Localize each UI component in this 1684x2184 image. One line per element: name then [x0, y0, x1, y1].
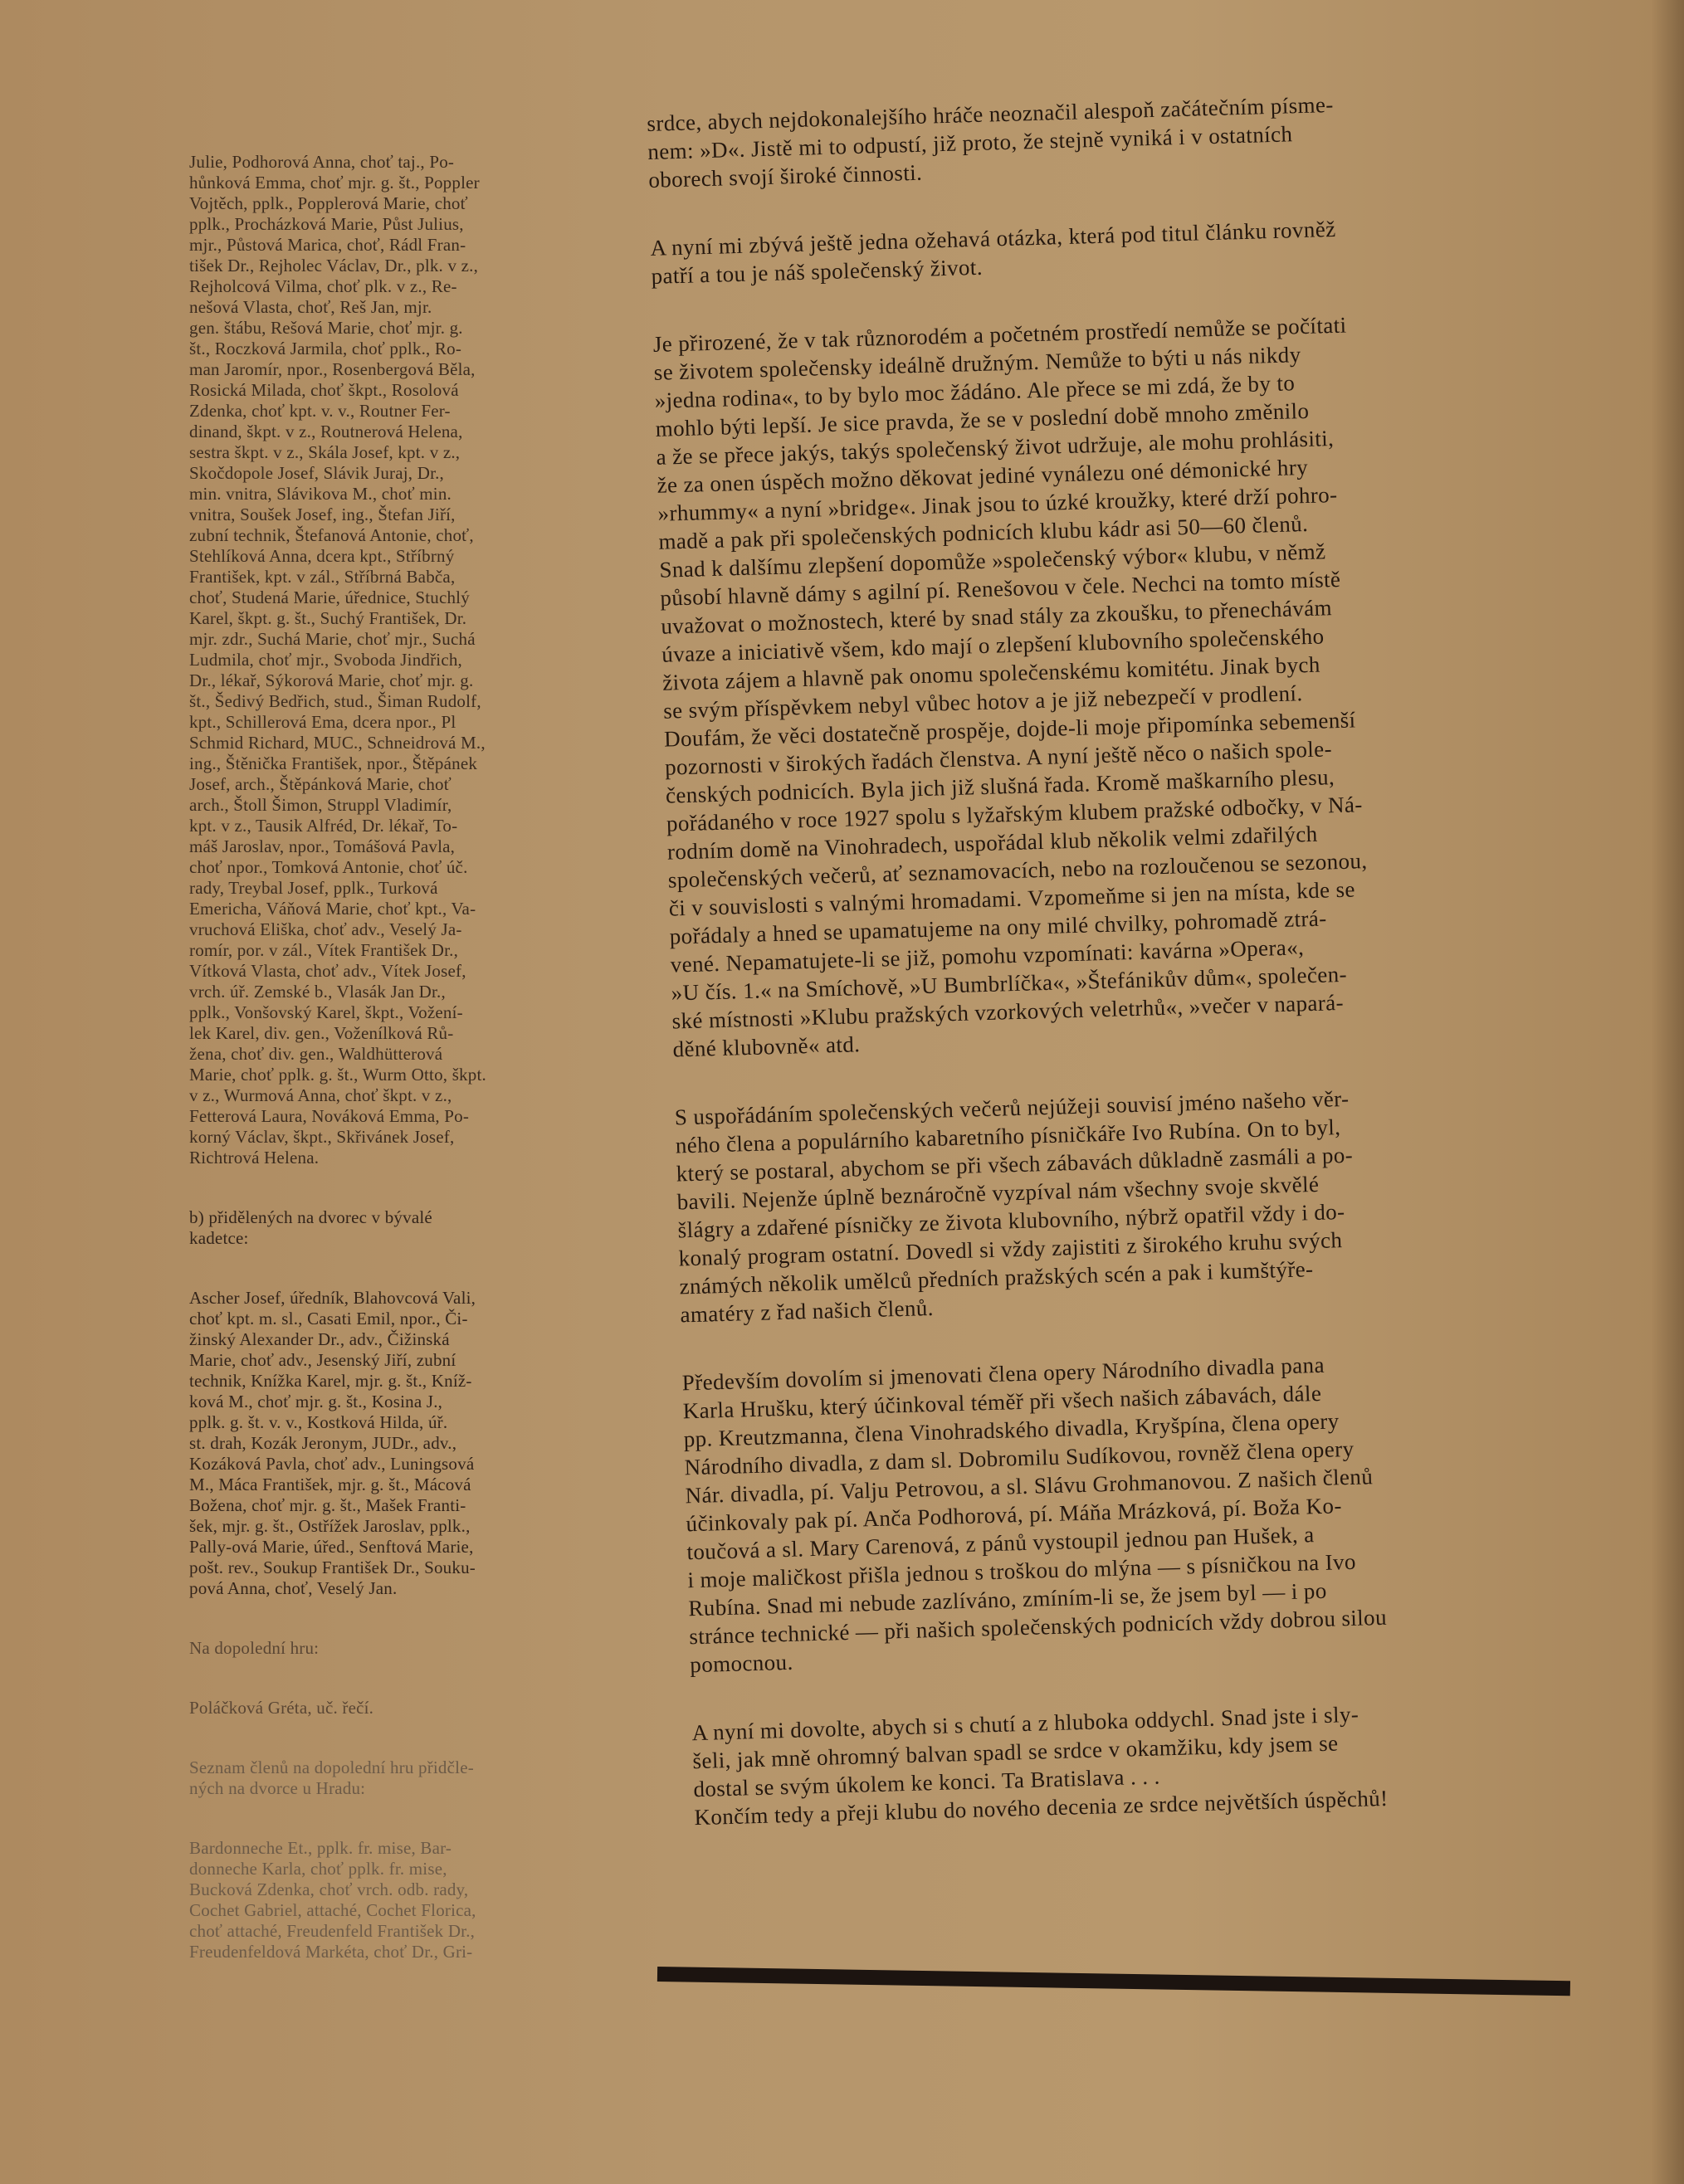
- member-list-b-heading: b) přidělených na dvorec v bývalé kadetce:: [189, 1207, 432, 1248]
- castle-courts-heading: Seznam členů na dopolední hru přidčle- ných na dvorce u Hradu:: [189, 1757, 474, 1798]
- left-column-member-list: [189, 131, 621, 2001]
- article-paragraph-3: Je přirozené, že v tak různorodém a početném prostředí nemůže se počítati se životem společensky ideálně družným. Nemůže to býti u nás nikdy »jedna rodina«, to by bylo moc žádáno. Ale přece se mi zdá, že by to mohlo býti lepší. Je sice pravda, že se v poslední době mnoho změnilo a že se přece jakýs, takýs společenský život udržuje, ale mohu prohlásiti, že za onen úspěch možno děkovat jediné vynálezu oné démonické hry »rhummy« a nyní »bridge«. Jinak jsou to úzké kroužky, které drží pohro- madě a pak při společenských podnicích klubu kádr asi 50—60 členů. Snad k dalšímu zlepšení dopomůže »společenský výbor« klubu, v němž působí hlavně dámy s agilní pí. Renešovou v čele. Nechci na tomto místě uvažovat o možnostech, které by snad stály za zkoušku, to přenechávám úvaze a iniciativě všem, kdo mají o zlepšení klubovního společenského života zájem a hlavně pak onomu společenskému komitétu. Jinak bych se svým příspěvkem nebyl vůbec hotov a je již nebezpečí v prodlení. Doufám, že věci dostatečně prospěje, dojde-li moje připomínka sebemenší pozornosti v širokých řadách členstva. A nyní ještě něco o našich spole- čenských podnicích. Byla jich již slušná řada. Kromě maškarního plesu, pořádaného v roce 1927 spolu s lyžařským klubem pražské odbočky, v Ná- rodním domě na Vinohradech, uspořádal klub několik velmi zdařilých společenských večerů, ať seznamovacích, nebo na rozloučenou se sezonou, či v souvislosti s valnými hromadami. Vzpomeňme si jen na místa, kde se pořádaly a hned se upamatujeme na ony milé chvilky, pohromadě ztrá- vené. Nepamatujete-li se již, pomohu vzpomínati: kavárna »Opera«, »U čís. 1.« na Smíchově, »U Bumbrlíčka«, »Štefánikův dům«, společen- ské místnosti »Klubu pražských vzorkových veletrhů«, »večer v napará- děné klubovně« atd.: [652, 312, 1368, 1062]
- article-paragraph-5: Především dovolím si jmenovati člena opery Národního divadla pana Karla Hrušku, který účinkoval téměř při všech našich zábavách, dále pp. Kreutzmanna, člena Vinohradského divadla, Kryšpína, člena opery Národního divadla, z dam sl. Dobromilu Sudíkovou, rovněž člena opery Nár. divadla, pí. Valju Petrovou, a sl. Slávu Grohmanovou. Z našich členů účinkovaly pak pí. Anča Podhorová, pí. Máňa Mrázková, pí. Boža Ko- toučová a sl. Mary Carenová, z pánů vystoupil jednou pan Hušek, a i moje maličkost přišla jednou s troškou do mlýna — s písničkou na Ivo Rubína. Snad mi nebude zazlíváno, zmíním-li se, že jsem byl — i po stránce technické — při našich společenských podnicích vždy dobrou silou pomocnou.: [681, 1352, 1388, 1678]
- morning-game-heading: Na dopolední hru:: [189, 1638, 320, 1658]
- article-paragraph-1: srdce, abych nejdokonalejšího hráče neoznačil alespoň začátečním písme- nem: »D«. Jistě mi to odpustí, již proto, že stejně vyniká i v ostatních oborech svojí široké činnosti.: [647, 91, 1335, 193]
- member-list-b: Ascher Josef, úředník, Blahovcová Vali, choť kpt. m. sl., Casati Emil, npor., Či- žinský Alexander Dr., adv., Čižinská Marie, choť adv., Jesenský Jiří, zubní technik, Knížka Karel, mjr. g. št., Kníž- ková M., choť mjr. g. št., Kosina J., pplk. g. št. v. v., Kostková Hilda, úř. st. drah, Kozák Jeronym, JUDr., adv., Kozáková Pavla, choť adv., Luningsová M., Máca František, mjr. g. št., Mácová Božena, choť mjr. g. št., Mašek Franti- šek, mjr. g. št., Ostřížek Jaroslav, pplk., Pally-ová Marie, úřed., Senftová Marie, pošt. rev., Soukup František Dr., Souku- pová Anna, choť, Veselý Jan.: [189, 1288, 476, 1598]
- member-list-a: Julie, Podhorová Anna, choť taj., Po- hůnková Emma, choť mjr. g. št., Poppler Vojtěch, pplk., Popplerová Marie, choť pplk., Procházková Marie, Půst Julius, mjr., Půstová Marica, choť, Rádl Fran- tišek Dr., Rejholec Václav, Dr., plk. v z., Rejholcová Vilma, choť plk. v z., Re- nešová Vlasta, choť, Reš Jan, mjr. gen. štábu, Rešová Marie, choť mjr. g. št., Roczková Jarmila, choť pplk., Ro- man Jaromír, npor., Rosenbergová Běla, Rosická Milada, choť škpt., Rosolová Zdenka, choť kpt. v. v., Routner Fer- dinand, škpt. v z., Routnerová Helena, sestra škpt. v z., Skála Josef, kpt. v z., Skočdopole Josef, Slávik Juraj, Dr., min. vnitra, Slávikova M., choť min. vnitra, Soušek Josef, ing., Štefan Jiří, zubní technik, Štefanová Antonie, choť, Stehlíková Anna, dcera kpt., Stříbrný František, kpt. v zál., Stříbrná Babča, choť, Studená Marie, úřednice, Stuchlý Karel, škpt. g. št., Suchý František, Dr. mjr. zdr., Suchá Marie, choť mjr., Suchá Ludmila, choť mjr., Svoboda Jindřich, Dr., lékař, Sýkorová Marie, choť mjr. g. št., Šedivý Bedřich, stud., Šiman Rudolf, kpt., Schillerová Ema, dcera npor., Pl Schmid Richard, MUC., Schneidrová M., ing., Štěnička František, npor., Štěpánek Josef, arch., Štěpánková Marie, choť arch., Štoll Šimon, Struppl Vladimír, kpt. v z., Tausik Alfréd, Dr. lékař, To- máš Jaroslav, npor., Tomášová Pavla, choť npor., Tomková Antonie, choť úč. rady, Treybal Josef, pplk., Turková Emericha, Váňová Marie, choť kpt., Va- vruchová Eliška, choť adv., Veselý Ja- romír, por. v zál., Vítek František Dr., Vítková Vlasta, choť adv., Vítek Josef, vrch. úř. Zemské b., Vlasák Jan Dr., pplk., Vonšovský Karel, škpt., Vožení- lek Karel, div. gen., Voženílková Rů- žena, choť div. gen., Waldhütterová Marie, choť pplk. g. št., Wurm Otto, škpt. v z., Wurmová Anna, choť škpt. v z., Fetterová Laura, Nováková Emma, Po- korný Václav, škpt., Skřivánek Josef, Richtrová Helena.: [189, 152, 486, 1168]
- morning-game-text: Poláčková Gréta, uč. řečí.: [189, 1698, 374, 1718]
- article-paragraph-2: A nyní mi zbývá ještě jedna ožehavá otázka, která pod titul článku rovněž patří a tou je náš společenský život.: [650, 216, 1336, 289]
- right-column-article: [646, 56, 1625, 1871]
- closing-rule: [657, 1967, 1570, 1996]
- article-paragraph-4: S uspořádáním společenských večerů nejúžeji souvisí jméno našeho věr- ného člena a populárního kabaretního písničkáře Ivo Rubína. On to byl, který se postaral, abychom se při všech zábavách důkladně zasmáli a po- bavili. Nejenže úplně beznáročně vyzpíval nám všechny svoje skvělé šlágry a zdařené písničky ze života klubovního, nýbrž opatřil vždy i do- konalý program ostatní. Dovedl si vždy zajistiti z širokého kruhu svých známých několik umělců předních pražských scén a pak i kumštýře- amatéry z řad našich členů.: [674, 1085, 1354, 1328]
- castle-courts-list: Bardonneche Et., pplk. fr. mise, Bar- donneche Karla, choť pplk. fr. mise, Bucková Zdenka, choť vrch. odb. rady, Cochet Gabriel, attaché, Cochet Florica, choť attaché, Freudenfeld František Dr., Freudenfeldová Markéta, choť Dr., Gri-: [189, 1838, 476, 1962]
- article-paragraph-6: A nyní mi dovolte, abych si s chutí a z hluboka oddychl. Snad jste i sly- šeli, jak mně ohromný balvan spadl se srdce v okamžiku, kdy jsem se dostal se svým úkolem ke konci. Ta Bratislava . . . Končím tedy a přeji klubu do nového decenia ze srdce největších úspěchů!: [691, 1701, 1389, 1831]
